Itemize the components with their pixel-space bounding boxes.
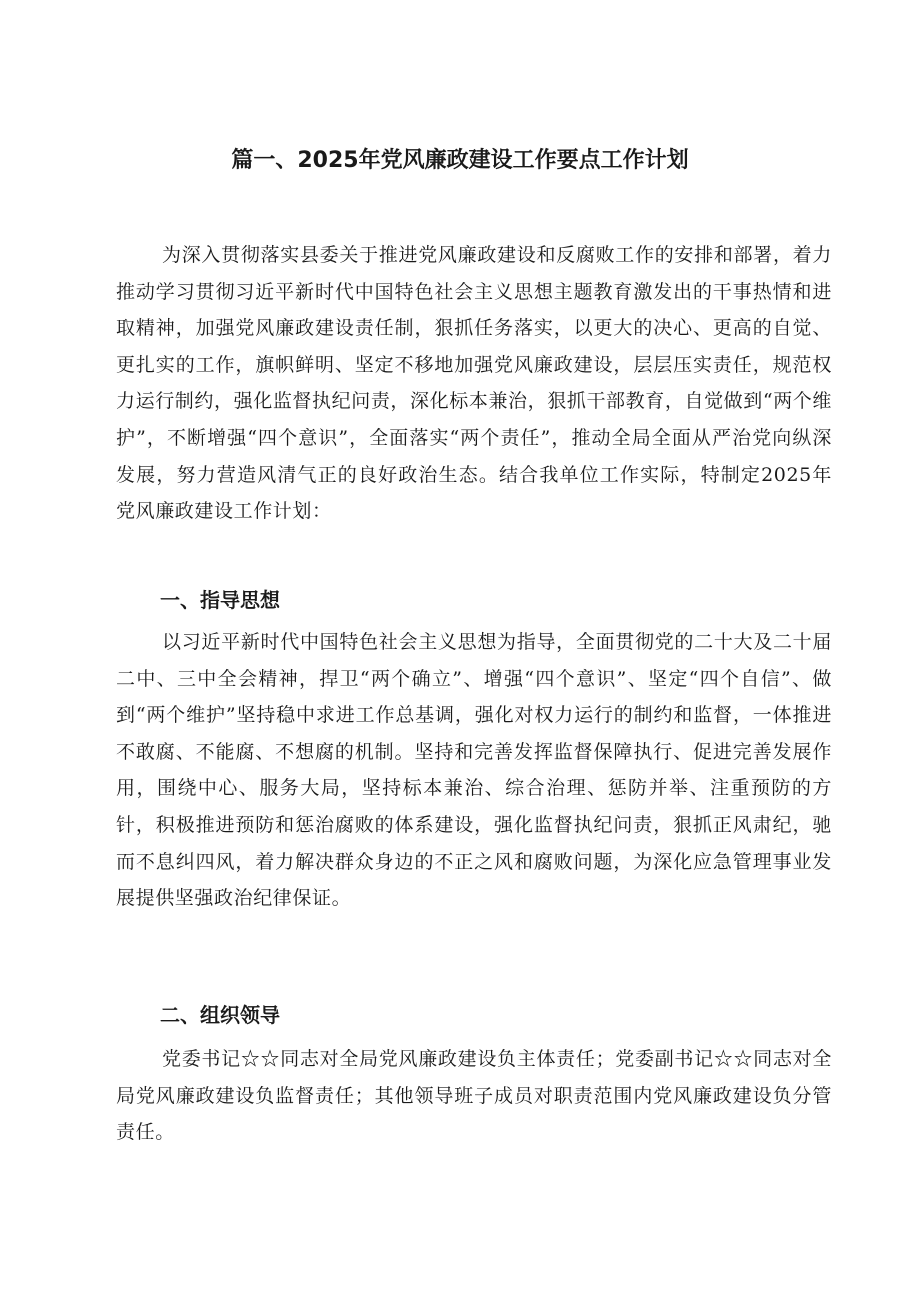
intro-paragraph: 为深入贯彻落实县委关于推进党风廉政建设和反腐败工作的安排和部署，着力推动学习贯彻习近平新时代中国特色社会主义思想主题教育激发出的干事热情和进取精神，加强党风廉政建设责任制，狠抓任务落实，以更大的决心、更高的自觉、更扎实的工作，旗帜鲜明、坚定不移地加强党风廉政建设，层层压实责任，规范权力运行制约，强化监督执纪问责，深化标本兼治，狠抓干部教育，自觉做到“两个维护”，不断增强“四个意识”，全面落实“两个责任”，推动全局全面从严治党向纵深发展，努力营造风清气正的良好政治生态。结合我单位工作实际，特制定2025年党风廉政建设工作计划： [116,244,832,523]
section-paragraph-guiding-ideology: 以习近平新时代中国特色社会主义思想为指导，全面贯彻党的二十大及二十届二中、三中全会精神，捍卫“两个确立”、增强“四个意识”、坚定“四个自信”、做到“两个维护”坚持稳中求进工作总基调，强化对权力运行的制约和监督，一体推进不敢腐、不能腐、不想腐的机制。坚持和完善发挥监督保障执行、促进完善发展作用，围绕中心、服务大局，坚持标本兼治、综合治理、惩防并举、注重预防的方针，积极推进预防和惩治腐败的体系建设，强化监督执纪问责，狠抓正风肃纪，驰而不息纠四风，着力解决群众身边的不正之风和腐败问题，为深化应急管理事业发展提供坚强政治纪律保证。 [116,631,832,910]
section-paragraph-organizational-leadership: 党委书记☆☆同志对全局党风廉政建设负主体责任；党委副书记☆☆同志对全局党风廉政建设负监督责任；其他领导班子成员对职责范围内党风廉政建设负分管责任。 [116,1048,832,1144]
section-heading-organizational-leadership: 二、组织领导 [160,1003,280,1027]
section-heading-guiding-ideology: 一、指导思想 [160,588,280,612]
document-title: 篇一、2025年党风廉政建设工作要点工作计划 [231,148,689,173]
